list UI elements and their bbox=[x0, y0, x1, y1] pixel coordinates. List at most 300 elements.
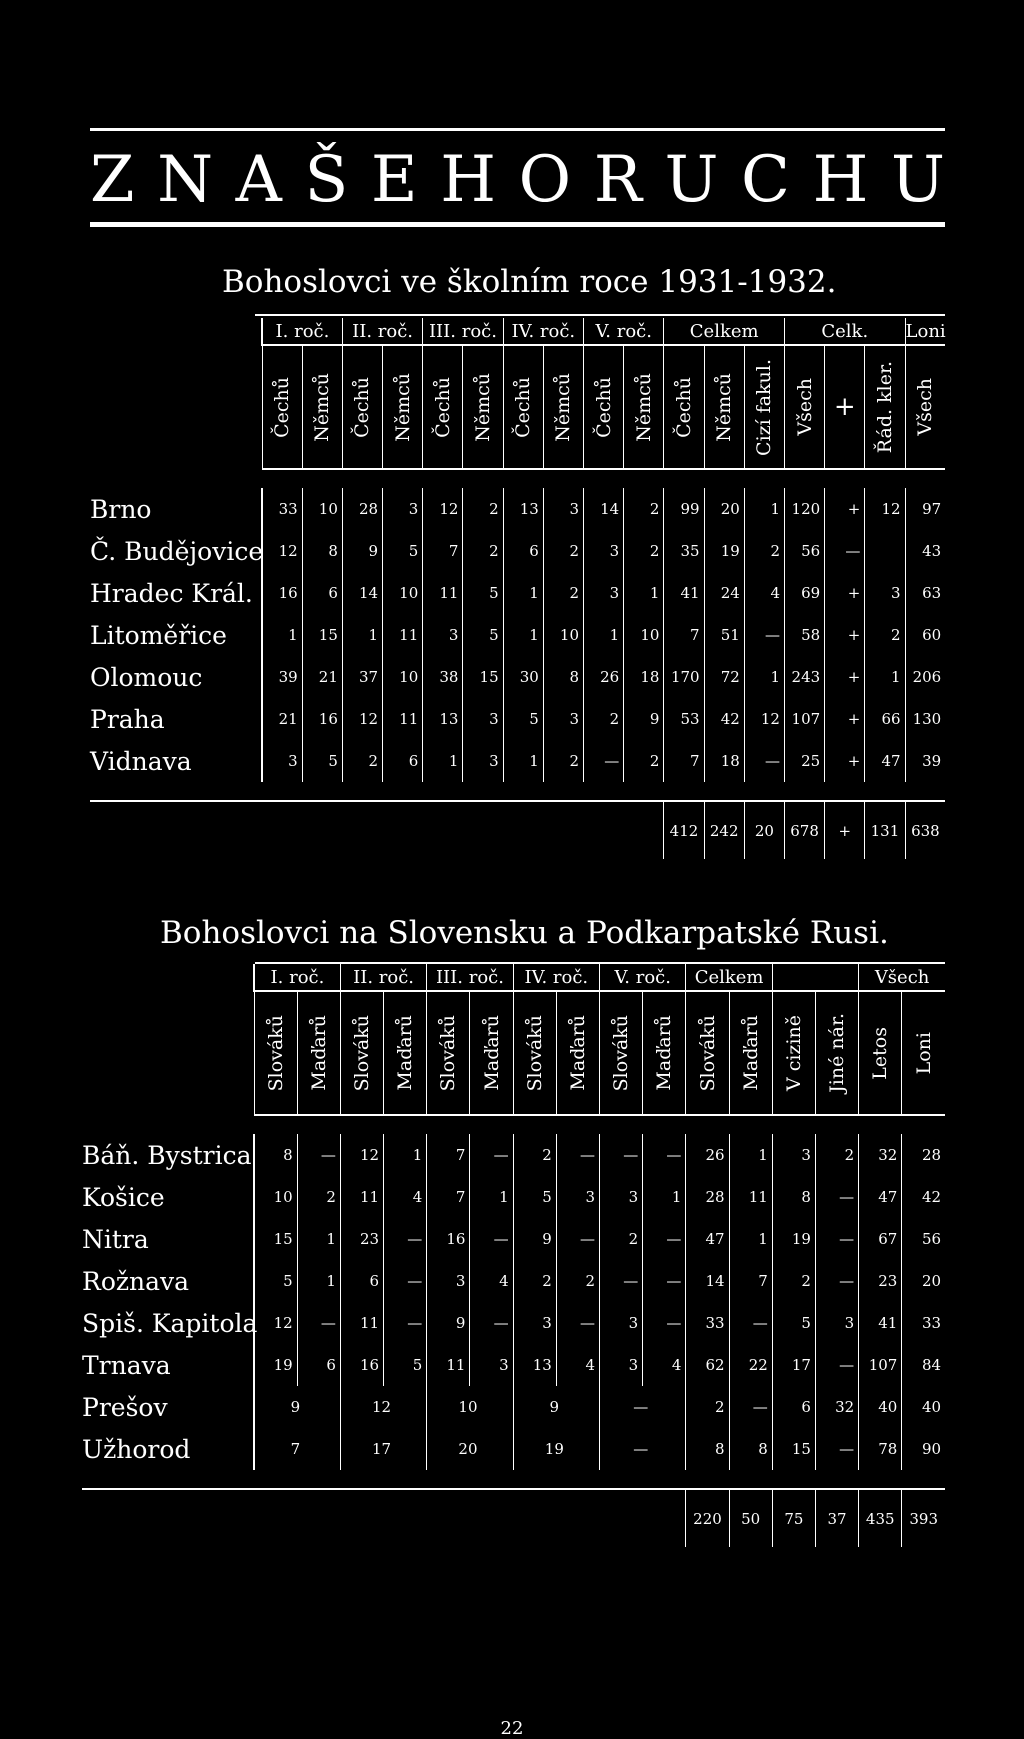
table-cell: 40 bbox=[859, 1386, 902, 1428]
row-label: Spiš. Kapitola bbox=[82, 1308, 258, 1338]
table-cell: 170 bbox=[664, 656, 704, 698]
table-cell: 16 bbox=[302, 698, 342, 740]
table-cell: 107 bbox=[784, 698, 824, 740]
row-label: Košice bbox=[82, 1182, 165, 1212]
table-cell: 17 bbox=[772, 1344, 815, 1386]
table-cell: 23 bbox=[340, 1218, 383, 1260]
table-cell: — bbox=[815, 1218, 858, 1260]
table-cell: — bbox=[470, 1218, 513, 1260]
table-cell: 8 bbox=[686, 1428, 729, 1470]
table-cell: — bbox=[815, 1260, 858, 1302]
table-cell: 3 bbox=[543, 488, 583, 530]
table-cell: 39 bbox=[262, 656, 302, 698]
table-cell: — bbox=[470, 1134, 513, 1176]
table-cell: 41 bbox=[664, 572, 704, 614]
title-letter: H bbox=[812, 143, 869, 217]
row-label: Litoměřice bbox=[90, 620, 227, 650]
table-cell: 14 bbox=[342, 572, 382, 614]
table-cell: 25 bbox=[784, 740, 824, 782]
title-letter: E bbox=[370, 143, 418, 217]
title-letter: A bbox=[235, 143, 282, 217]
row-label: Užhorod bbox=[82, 1434, 191, 1464]
title-letter: Z bbox=[90, 143, 135, 217]
top-rule bbox=[90, 128, 945, 131]
column-header: Maďarů bbox=[470, 991, 513, 1115]
table-cell: 30 bbox=[503, 656, 543, 698]
table-cell: 3 bbox=[556, 1176, 599, 1218]
column-header: Slováků bbox=[686, 991, 729, 1115]
table-cell: 20 bbox=[704, 488, 744, 530]
column-header: Čechů bbox=[664, 345, 704, 469]
table-cell: 6 bbox=[302, 572, 342, 614]
table-cell: 21 bbox=[302, 656, 342, 698]
table-cell: + bbox=[825, 488, 865, 530]
column-header: Čechů bbox=[423, 345, 463, 469]
table-cell: 2 bbox=[815, 1134, 858, 1176]
table-cell: + bbox=[825, 614, 865, 656]
table-cell: 35 bbox=[664, 530, 704, 572]
table-cell: 32 bbox=[815, 1386, 858, 1428]
table-cell: 1 bbox=[503, 572, 543, 614]
table-cell: 3 bbox=[600, 1302, 643, 1344]
table-cell: 15 bbox=[302, 614, 342, 656]
table-cell: 130 bbox=[905, 698, 945, 740]
group-header: V. roč. bbox=[600, 964, 686, 991]
table-row bbox=[82, 1176, 945, 1218]
column-header: + bbox=[825, 345, 865, 469]
table-cell: 3 bbox=[584, 530, 624, 572]
group-header: IV. roč. bbox=[513, 964, 599, 991]
table-cell: 10 bbox=[254, 1176, 297, 1218]
table-cell: — bbox=[643, 1302, 686, 1344]
table-cell: 7 bbox=[427, 1176, 470, 1218]
table-cell: — bbox=[600, 1428, 686, 1470]
table-row bbox=[82, 1302, 945, 1344]
table-cell: 2 bbox=[624, 740, 664, 782]
group-header bbox=[772, 964, 858, 991]
totals-row bbox=[82, 1489, 945, 1547]
column-header: Čechů bbox=[503, 345, 543, 469]
table-cell: 9 bbox=[624, 698, 664, 740]
row-label: Trnava bbox=[82, 1350, 171, 1380]
page-title bbox=[90, 143, 945, 217]
table-cell: 22 bbox=[729, 1344, 772, 1386]
table-row bbox=[90, 572, 945, 614]
row-label: Báň. Bystrica bbox=[82, 1140, 252, 1170]
total-cell: 75 bbox=[772, 1489, 815, 1547]
table-cell: 32 bbox=[859, 1134, 902, 1176]
total-cell: 393 bbox=[902, 1489, 945, 1547]
table-cell: + bbox=[825, 698, 865, 740]
table-cell: 20 bbox=[902, 1260, 945, 1302]
table-cell: 5 bbox=[254, 1260, 297, 1302]
table-cell: 1 bbox=[470, 1176, 513, 1218]
table-cell: — bbox=[384, 1302, 427, 1344]
table-cell: 9 bbox=[513, 1386, 599, 1428]
column-header: Maďarů bbox=[643, 991, 686, 1115]
table-cell: 47 bbox=[859, 1176, 902, 1218]
table-cell: 1 bbox=[624, 572, 664, 614]
table-row bbox=[82, 1218, 945, 1260]
table-cell: 42 bbox=[902, 1176, 945, 1218]
table-cell: 38 bbox=[423, 656, 463, 698]
table-cell: 1 bbox=[503, 614, 543, 656]
table-cell: 33 bbox=[262, 488, 302, 530]
row-label: Rožnava bbox=[82, 1266, 190, 1296]
column-header-row bbox=[82, 991, 945, 1115]
table-cell: 9 bbox=[254, 1386, 340, 1428]
table-cell: 9 bbox=[427, 1302, 470, 1344]
group-header: Celkem bbox=[686, 964, 772, 991]
table-cell: — bbox=[556, 1218, 599, 1260]
table-cell: 4 bbox=[470, 1260, 513, 1302]
table-cell: 8 bbox=[302, 530, 342, 572]
table-cell: 5 bbox=[503, 698, 543, 740]
table-cell: 2 bbox=[463, 530, 503, 572]
table-cell: 41 bbox=[859, 1302, 902, 1344]
table-cell: 6 bbox=[297, 1344, 340, 1386]
table-cell: 1 bbox=[643, 1176, 686, 1218]
table-cell: 7 bbox=[427, 1134, 470, 1176]
title-letter: N bbox=[157, 143, 214, 217]
table-cell: 11 bbox=[427, 1344, 470, 1386]
table-cell: — bbox=[297, 1302, 340, 1344]
group-header-row bbox=[82, 964, 945, 991]
table-cell: — bbox=[556, 1302, 599, 1344]
table-cell: 5 bbox=[463, 614, 503, 656]
table-cell: 2 bbox=[513, 1260, 556, 1302]
total-cell: 638 bbox=[905, 801, 945, 859]
table-cell: — bbox=[470, 1302, 513, 1344]
group-header: IV. roč. bbox=[503, 318, 583, 345]
table-cell bbox=[865, 530, 905, 572]
table-cell: 47 bbox=[865, 740, 905, 782]
table-cell: 5 bbox=[302, 740, 342, 782]
table-cell: 1 bbox=[297, 1260, 340, 1302]
column-header-row bbox=[90, 345, 945, 469]
table-cell: 7 bbox=[254, 1428, 340, 1470]
table-cell: 6 bbox=[383, 740, 423, 782]
table-cell: 19 bbox=[704, 530, 744, 572]
table-cell: 5 bbox=[772, 1302, 815, 1344]
table-cell: 11 bbox=[383, 614, 423, 656]
table-cell: 2 bbox=[865, 614, 905, 656]
table-cell: 8 bbox=[543, 656, 583, 698]
table-cell: 10 bbox=[427, 1386, 513, 1428]
table-cell: 2 bbox=[513, 1134, 556, 1176]
table-cell: 3 bbox=[865, 572, 905, 614]
row-label: Nitra bbox=[82, 1224, 149, 1254]
group-header: Všech bbox=[859, 964, 945, 991]
table-cell: — bbox=[643, 1260, 686, 1302]
column-header: Čechů bbox=[584, 345, 624, 469]
column-header: Letos bbox=[859, 991, 902, 1115]
table-cell: 67 bbox=[859, 1218, 902, 1260]
table-cell: 58 bbox=[784, 614, 824, 656]
table-cell: 28 bbox=[342, 488, 382, 530]
table-cell: 63 bbox=[905, 572, 945, 614]
table-cell: 17 bbox=[340, 1428, 426, 1470]
table-cell: 1 bbox=[342, 614, 382, 656]
section1-top-rule bbox=[255, 314, 945, 316]
table-cell: 43 bbox=[905, 530, 945, 572]
table-cell: 10 bbox=[543, 614, 583, 656]
table-cell: 8 bbox=[254, 1134, 297, 1176]
table-cell: + bbox=[825, 572, 865, 614]
table-cell: 12 bbox=[340, 1134, 383, 1176]
table-cell: 11 bbox=[423, 572, 463, 614]
table-cell: 19 bbox=[513, 1428, 599, 1470]
title-rule bbox=[90, 222, 945, 227]
table-cell: 1 bbox=[423, 740, 463, 782]
table-cell: 2 bbox=[543, 740, 583, 782]
table-cell: 3 bbox=[423, 614, 463, 656]
table-cell: 33 bbox=[902, 1302, 945, 1344]
column-header: Všech bbox=[905, 345, 945, 469]
table-cell: 15 bbox=[772, 1428, 815, 1470]
group-header: I. roč. bbox=[262, 318, 342, 345]
group-header: Celk. bbox=[784, 318, 905, 345]
column-header: Němců bbox=[302, 345, 342, 469]
table-cell: 99 bbox=[664, 488, 704, 530]
table-cell: 7 bbox=[729, 1260, 772, 1302]
column-header: Němců bbox=[543, 345, 583, 469]
table-cell: 10 bbox=[302, 488, 342, 530]
table-cell: — bbox=[556, 1134, 599, 1176]
row-label: Praha bbox=[90, 704, 165, 734]
table-cell: 26 bbox=[584, 656, 624, 698]
page-number: 22 bbox=[500, 1718, 524, 1739]
table-cell: 1 bbox=[584, 614, 624, 656]
group-header: III. roč. bbox=[427, 964, 513, 991]
table-cell: 84 bbox=[902, 1344, 945, 1386]
row-label: Prešov bbox=[82, 1392, 168, 1422]
table-cell: 28 bbox=[902, 1134, 945, 1176]
table-cell: 2 bbox=[543, 572, 583, 614]
table-cell: 12 bbox=[342, 698, 382, 740]
group-header-row bbox=[90, 318, 945, 345]
table-cell: — bbox=[744, 614, 784, 656]
table-cell: 120 bbox=[784, 488, 824, 530]
total-cell: 20 bbox=[744, 801, 784, 859]
table-cell: — bbox=[384, 1260, 427, 1302]
table-cell: 21 bbox=[262, 698, 302, 740]
table-cell: 72 bbox=[704, 656, 744, 698]
table-cell: 3 bbox=[600, 1176, 643, 1218]
table-cell: 1 bbox=[744, 488, 784, 530]
table-row bbox=[90, 530, 945, 572]
table-cell: 12 bbox=[423, 488, 463, 530]
table-cell: — bbox=[600, 1260, 643, 1302]
table-cell: 10 bbox=[383, 656, 423, 698]
table-row bbox=[90, 656, 945, 698]
total-cell: 435 bbox=[859, 1489, 902, 1547]
table-cell: 7 bbox=[664, 614, 704, 656]
total-cell: 678 bbox=[784, 801, 824, 859]
table-cell: 18 bbox=[624, 656, 664, 698]
column-header: Němců bbox=[383, 345, 423, 469]
table-cell: 1 bbox=[503, 740, 543, 782]
column-header: Maďarů bbox=[729, 991, 772, 1115]
table-cell: 206 bbox=[905, 656, 945, 698]
table-cell: 16 bbox=[262, 572, 302, 614]
table-cell: 5 bbox=[463, 572, 503, 614]
table-row bbox=[90, 698, 945, 740]
column-header: Loni bbox=[902, 991, 945, 1115]
row-label: Brno bbox=[90, 494, 152, 524]
table-cell: 90 bbox=[902, 1428, 945, 1470]
table-cell: — bbox=[825, 530, 865, 572]
table-cell: 243 bbox=[784, 656, 824, 698]
table-cell: 4 bbox=[643, 1344, 686, 1386]
table-row bbox=[82, 1260, 945, 1302]
table-cell: 13 bbox=[423, 698, 463, 740]
table-cell: 5 bbox=[513, 1176, 556, 1218]
table-cell: 56 bbox=[902, 1218, 945, 1260]
table-seminaries-czech bbox=[90, 318, 945, 859]
column-header: Čechů bbox=[342, 345, 382, 469]
section1-title: Bohoslovci ve školním roce 1931-1932. bbox=[222, 264, 837, 300]
table-cell: — bbox=[643, 1218, 686, 1260]
group-header: II. roč. bbox=[342, 318, 422, 345]
column-header: Maďarů bbox=[384, 991, 427, 1115]
column-header: Němců bbox=[624, 345, 664, 469]
total-cell: 242 bbox=[704, 801, 744, 859]
column-header: Všech bbox=[784, 345, 824, 469]
table-row bbox=[90, 740, 945, 782]
table-cell: 2 bbox=[600, 1218, 643, 1260]
row-label: Hradec Král. bbox=[90, 578, 253, 608]
table-cell: 78 bbox=[859, 1428, 902, 1470]
table-cell: 12 bbox=[340, 1386, 426, 1428]
table-cell: 3 bbox=[262, 740, 302, 782]
title-letter: R bbox=[593, 143, 642, 217]
table-cell: 20 bbox=[427, 1428, 513, 1470]
table-cell: 37 bbox=[342, 656, 382, 698]
table-cell: — bbox=[815, 1176, 858, 1218]
table-cell: 2 bbox=[584, 698, 624, 740]
table-cell: 6 bbox=[340, 1260, 383, 1302]
table-cell: 3 bbox=[600, 1344, 643, 1386]
table-row bbox=[82, 1344, 945, 1386]
total-cell: + bbox=[825, 801, 865, 859]
table-cell: 60 bbox=[905, 614, 945, 656]
column-header: Maďarů bbox=[297, 991, 340, 1115]
totals-row bbox=[90, 801, 945, 859]
table-cell: 24 bbox=[704, 572, 744, 614]
table-cell: 13 bbox=[513, 1344, 556, 1386]
table-cell: 1 bbox=[744, 656, 784, 698]
column-header: Němců bbox=[463, 345, 503, 469]
table-cell: 2 bbox=[297, 1176, 340, 1218]
table-row bbox=[82, 1428, 945, 1470]
table-cell: 1 bbox=[729, 1134, 772, 1176]
table-cell: 28 bbox=[686, 1176, 729, 1218]
title-letter: C bbox=[741, 143, 790, 217]
table-cell: 7 bbox=[423, 530, 463, 572]
table-cell: 23 bbox=[859, 1260, 902, 1302]
table-cell: — bbox=[600, 1134, 643, 1176]
group-header: II. roč. bbox=[340, 964, 426, 991]
table-cell: + bbox=[825, 740, 865, 782]
table-seminaries-slovak bbox=[82, 964, 945, 1547]
table-cell: 1 bbox=[297, 1218, 340, 1260]
table-row bbox=[90, 488, 945, 530]
table-cell: 1 bbox=[729, 1218, 772, 1260]
table-cell: 42 bbox=[704, 698, 744, 740]
column-header: Řád. kler. bbox=[865, 345, 905, 469]
table-cell: 2 bbox=[744, 530, 784, 572]
table-cell: 33 bbox=[686, 1302, 729, 1344]
table-cell: 9 bbox=[342, 530, 382, 572]
table-cell: 3 bbox=[584, 572, 624, 614]
table-cell: 2 bbox=[342, 740, 382, 782]
table-cell: 4 bbox=[556, 1344, 599, 1386]
table-cell: — bbox=[384, 1218, 427, 1260]
table-cell: 11 bbox=[383, 698, 423, 740]
table-cell: 47 bbox=[686, 1218, 729, 1260]
column-header: Slováků bbox=[427, 991, 470, 1115]
row-label: Olomouc bbox=[90, 662, 203, 692]
table-cell: — bbox=[744, 740, 784, 782]
table-row bbox=[82, 1386, 945, 1428]
table-cell: 18 bbox=[704, 740, 744, 782]
table-row bbox=[90, 614, 945, 656]
column-header: Němců bbox=[704, 345, 744, 469]
table-cell: 53 bbox=[664, 698, 704, 740]
table-cell: 66 bbox=[865, 698, 905, 740]
column-header: Slováků bbox=[254, 991, 297, 1115]
column-header: Jiné nár. bbox=[815, 991, 858, 1115]
table-cell: 14 bbox=[584, 488, 624, 530]
table-cell: — bbox=[729, 1386, 772, 1428]
table-cell: 3 bbox=[815, 1302, 858, 1344]
table-cell: 9 bbox=[513, 1218, 556, 1260]
table-cell: 15 bbox=[254, 1218, 297, 1260]
table-cell: 19 bbox=[254, 1344, 297, 1386]
title-letter: U bbox=[664, 143, 719, 217]
table-cell: — bbox=[584, 740, 624, 782]
table-cell: — bbox=[729, 1302, 772, 1344]
table-cell: 7 bbox=[664, 740, 704, 782]
table-cell: 3 bbox=[383, 488, 423, 530]
table-cell: 14 bbox=[686, 1260, 729, 1302]
column-header: Cizí fakul. bbox=[744, 345, 784, 469]
table-cell: 2 bbox=[624, 488, 664, 530]
table-cell: 6 bbox=[503, 530, 543, 572]
total-cell: 50 bbox=[729, 1489, 772, 1547]
group-header: Loni bbox=[905, 318, 945, 345]
table-cell: — bbox=[643, 1134, 686, 1176]
group-header: I. roč. bbox=[254, 964, 340, 991]
table-cell: 1 bbox=[384, 1134, 427, 1176]
table-cell: 16 bbox=[427, 1218, 470, 1260]
total-cell: 131 bbox=[865, 801, 905, 859]
title-letter: O bbox=[518, 143, 572, 217]
title-letter: Š bbox=[304, 143, 349, 217]
table-cell: 2 bbox=[772, 1260, 815, 1302]
table-row bbox=[82, 1134, 945, 1176]
table-cell: 3 bbox=[463, 698, 503, 740]
table-cell: 4 bbox=[744, 572, 784, 614]
table-cell: — bbox=[815, 1428, 858, 1470]
total-cell: 412 bbox=[664, 801, 704, 859]
table-cell: 3 bbox=[427, 1260, 470, 1302]
row-label: Č. Budějovice bbox=[90, 536, 264, 566]
table-cell: 107 bbox=[859, 1344, 902, 1386]
table-cell: 2 bbox=[556, 1260, 599, 1302]
group-header: Celkem bbox=[664, 318, 785, 345]
